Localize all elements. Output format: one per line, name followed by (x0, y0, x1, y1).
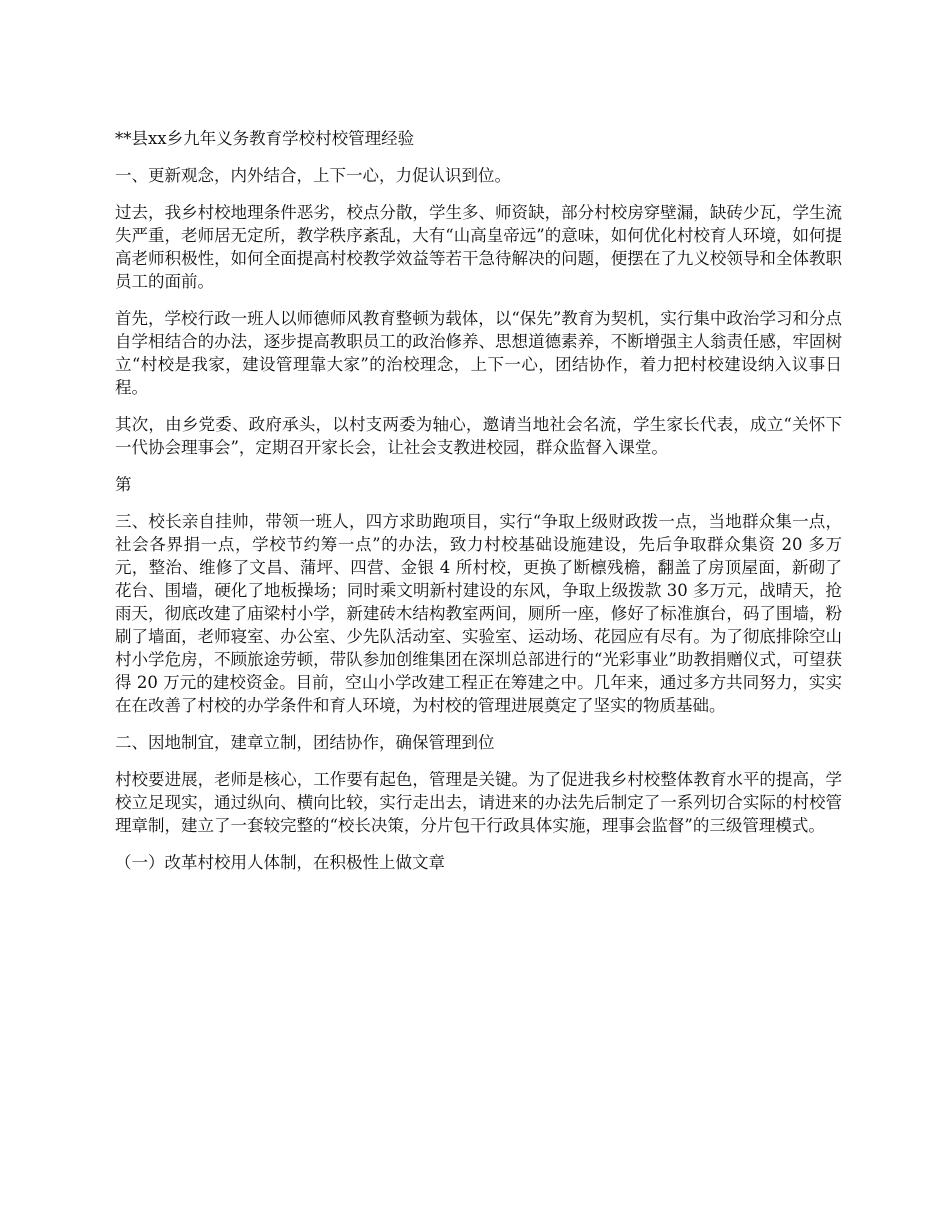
section-heading-1: 一、更新观念，内外结合，上下一心，力促认识到位。 (115, 166, 511, 185)
paragraph-fragment: 第 (115, 475, 132, 494)
paragraph-management-system: 村校要进展，老师是核心，工作要有起色，管理是关键。为了促进我乡村校整体教育水平的提高，学校立足现实，通过纵向、横向比较，实行走出去，请进来的办法先后制定了一系列切合实际的村校管理章制，建立了一套较完整的“校长决策，分片包干行政具体实施，理事会监督”的三级管理模式。 (115, 770, 842, 835)
paragraph-third-measure: 三、校长亲自挂帅，带领一班人，四方求助跑项目，实行“争取上级财政拨一点，当地群众集一点，社会各界捐一点，学校节约筹一点”的办法，致力村校基础设施建设，先后争取群众集资 20 多万元，整治、维修了文昌、蒲坪、四营、金银 4 所村校，更换了断檩残檐，翻盖了房顶屋面，新砌了花台、围墙，硬化了地板操场；同时乘文明新村建设的东风，争取上级拨款 30 多万元，战晴天，抢雨天，彻底改建了庙梁村小学，新建砖木结构教室两间，厕所一座，修好了标准旗台，码了围墙，粉刷了墙面，老师寝室、办公室、少先队活动室、实验室、运动场、花园应有尽有。为了彻底排除空山村小学危房，不顾旅途劳顿，带队参加创维集团在深圳总部进行的“光彩事业”助教捐赠仪式，可望获得 20 万元的建校资金。目前，空山小学改建工程正在筹建之中。几年来，通过多方共同努力，实实在在改善了村校的办学条件和育人环境，为村校的管理进展奠定了坚实的物质基础。 (115, 512, 842, 715)
paragraph-second-measure: 其次，由乡党委、政府承头，以村支两委为轴心，邀请当地社会名流，学生家长代表，成立“关怀下一代协会理事会”，定期召开家长会，让社会支教进校园，群众监督入课堂。 (115, 415, 842, 457)
section-heading-2: 二、因地制宜，建章立制，团结协作，确保管理到位 (115, 733, 495, 752)
document-title: **县xx乡九年义务教育学校村校管理经验 (115, 129, 415, 148)
subsection-heading-1: （一）改革村校用人体制，在积极性上做文章 (115, 853, 445, 872)
paragraph-first-measure: 首先，学校行政一班人以师德师风教育整顿为载体，以“保先”教育为契机，实行集中政治学习和分点自学相结合的办法，逐步提高教职员工的政治修养、思想道德素养，不断增强主人翁责任感，牢固树立“村校是我家，建设管理靠大家”的治校理念，上下一心，团结协作，着力把村校建设纳入议事日程。 (115, 309, 842, 397)
paragraph-past-conditions: 过去，我乡村校地理条件恶劣，校点分散，学生多、师资缺，部分村校房穿壁漏，缺砖少瓦，学生流失严重，老师居无定所，教学秩序紊乱，大有“山高皇帝远”的意味，如何优化村校育人环境，如何提高老师积极性，如何全面提高村校教学效益等若干急待解决的问题，便摆在了九义校领导和全体教职员工的面前。 (115, 203, 842, 291)
